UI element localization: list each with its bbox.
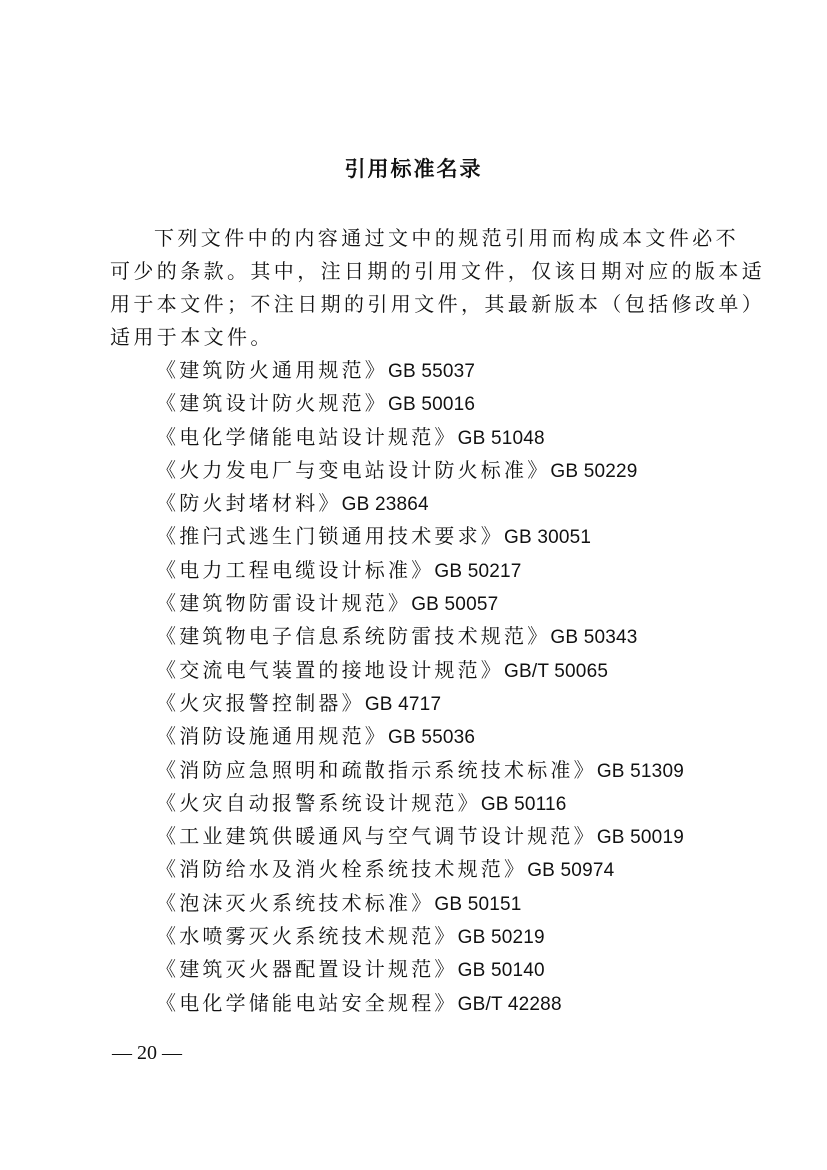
reference-code: GB 50151 (434, 893, 522, 915)
reference-name: 《交流电气装置的接地设计规范》 (156, 657, 504, 682)
reference-code: GB 50229 (550, 460, 638, 482)
reference-code: GB 23864 (341, 494, 429, 516)
reference-code: GB 51309 (596, 760, 684, 782)
reference-code: GB 50217 (434, 560, 522, 582)
reference-item (156, 654, 756, 687)
reference-name: 《火灾自动报警系统设计规范》 (156, 790, 481, 815)
reference-code: GB 4717 (364, 693, 442, 715)
reference-code: GB 50019 (596, 827, 684, 849)
reference-item (156, 887, 756, 920)
reference-name: 《水喷雾灭火系统技术规范》 (156, 924, 458, 949)
reference-item (156, 787, 756, 820)
reference-item (156, 987, 756, 1020)
reference-item (156, 554, 756, 587)
intro-line: 下列文件中的内容通过文中的规范引用而构成本文件必不 (154, 226, 739, 250)
reference-code: GB 50057 (411, 594, 499, 616)
reference-name: 《消防应急照明和疏散指示系统技术标准》 (156, 757, 597, 782)
reference-code: GB 30051 (504, 527, 592, 549)
reference-name: 《电力工程电缆设计标准》 (156, 557, 435, 582)
reference-name: 《泡沫灭火系统技术标准》 (156, 890, 435, 915)
reference-name: 《电化学储能电站安全规程》 (156, 990, 458, 1015)
reference-code: GB 50116 (480, 793, 567, 815)
reference-item (156, 587, 756, 620)
reference-code: GB 55037 (388, 361, 476, 382)
reference-code: GB 50016 (388, 394, 476, 416)
reference-name: 《建筑物防雷设计规范》 (156, 591, 412, 616)
reference-list (156, 354, 756, 1020)
reference-code: GB 50343 (550, 627, 638, 649)
reference-code: GB 50974 (527, 860, 615, 882)
reference-code: GB 51048 (457, 427, 545, 449)
reference-name: 《电化学储能电站设计规范》 (156, 424, 458, 449)
reference-name: 《消防设施通用规范》 (156, 724, 388, 749)
reference-name: 《建筑防火通用规范》 (156, 358, 388, 382)
reference-item (156, 853, 756, 886)
reference-item (156, 754, 756, 787)
intro-line: 用于本文件；不注日期的引用文件，其最新版本（包括修改单） (110, 292, 766, 316)
reference-name: 《消防给水及消火栓系统技术规范》 (156, 857, 528, 882)
reference-item (156, 953, 756, 986)
reference-name: 《建筑物电子信息系统防雷技术规范》 (156, 624, 551, 649)
reference-item (156, 354, 756, 387)
reference-name: 《工业建筑供暖通风与空气调节设计规范》 (156, 824, 597, 849)
reference-name: 《建筑设计防火规范》 (156, 391, 388, 416)
reference-item (156, 720, 756, 753)
reference-item (156, 520, 756, 553)
reference-item (156, 487, 756, 520)
intro-paragraph (110, 222, 766, 354)
reference-code: GB 50140 (457, 960, 545, 982)
reference-item (156, 454, 756, 487)
reference-code: GB/T 50065 (504, 660, 609, 682)
reference-item (156, 920, 756, 953)
reference-item (156, 620, 756, 653)
reference-item (156, 820, 756, 853)
reference-name: 《火灾报警控制器》 (156, 690, 365, 715)
reference-item (156, 421, 756, 454)
reference-item (156, 387, 756, 420)
page-number: — 20 — (112, 1042, 182, 1064)
page-title: 引用标准名录 (344, 157, 483, 181)
reference-name: 《推闩式逃生门锁通用技术要求》 (156, 524, 504, 549)
reference-name: 《防火封堵材料》 (156, 491, 342, 516)
reference-code: GB/T 42288 (457, 993, 562, 1015)
intro-line: 适用于本文件。 (110, 325, 274, 349)
reference-name: 《火力发电厂与变电站设计防火标准》 (156, 457, 551, 482)
reference-code: GB 50219 (457, 927, 545, 949)
reference-code: GB 55036 (388, 727, 476, 749)
reference-name: 《建筑灭火器配置设计规范》 (156, 957, 458, 982)
intro-line: 可少的条款。其中，注日期的引用文件，仅该日期对应的版本适 (110, 259, 766, 283)
reference-item (156, 687, 756, 720)
